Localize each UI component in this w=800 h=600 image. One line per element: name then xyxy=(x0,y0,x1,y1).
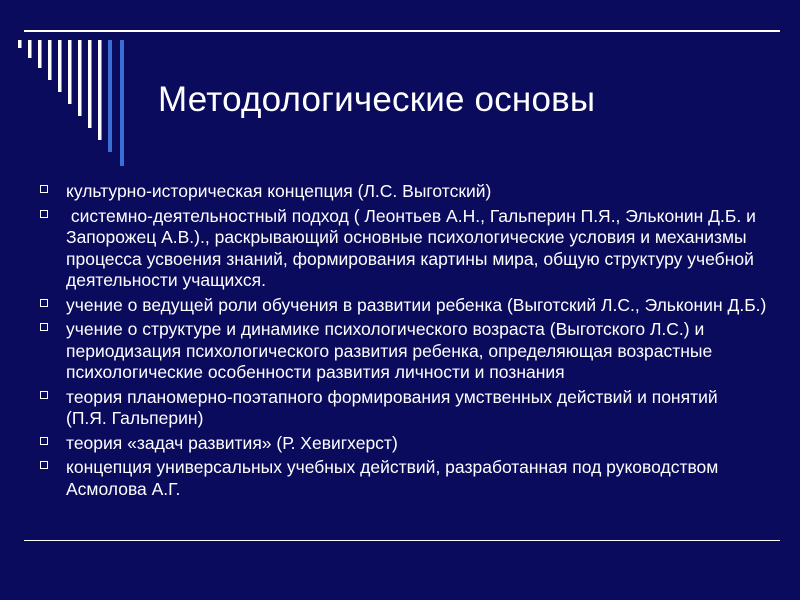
stripe xyxy=(88,40,92,128)
square-bullet-icon xyxy=(40,391,48,399)
square-bullet-icon xyxy=(40,299,48,307)
stripe xyxy=(38,40,42,68)
list-item-text: теория планомерно-поэтапного формирования умственных действий и понятий (П.Я. Гальперин) xyxy=(66,386,752,428)
stripe-group xyxy=(18,40,124,166)
list-item-text: системно-деятельностный подход ( Леонтьев А.Н., Гальперин П.Я., Эльконин Д.Б. и Запорожец А.В.)., раскрывающий основные психологические условия и механизмы процесса усвоения знаний, формирования картины мира, общую структуру учебной деятельности учащихся. xyxy=(66,205,761,290)
list-item-text: учение о структуре и динамике психологического возраста (Выготского Л.С.) и периодизация психологического развития ребенка, определяющая возрастные психологические особенности развития личности и познания xyxy=(66,319,713,382)
square-bullet-icon xyxy=(40,210,48,218)
list-item xyxy=(40,319,785,384)
list-item xyxy=(40,387,785,430)
square-bullet-icon xyxy=(40,437,48,445)
slide-title: Методологические основы xyxy=(158,80,596,119)
square-bullet-icon xyxy=(40,185,48,193)
square-bullet-icon xyxy=(40,461,48,469)
list-item-text: концепция универсальных учебных действий, разработанная под руководством Асмолова А.Г. xyxy=(66,457,719,499)
list-item xyxy=(40,457,785,500)
list-item-text: культурно-историческая концепция (Л.С. Выготский) xyxy=(66,181,492,201)
stripe xyxy=(108,40,112,152)
list-item xyxy=(40,433,785,455)
list-item xyxy=(40,295,785,317)
stripe xyxy=(98,40,102,140)
list-item-text: учение о ведущей роли обучения в развитии ребенка (Выготский Л.С., Эльконин Д.Б.) xyxy=(66,294,767,315)
stripe xyxy=(48,40,52,80)
stripe xyxy=(58,40,62,92)
square-bullet-icon xyxy=(40,323,48,331)
stripe xyxy=(78,40,82,116)
list-item xyxy=(40,181,785,203)
stripe xyxy=(28,40,32,58)
list-item xyxy=(40,206,785,292)
list-item-text: теория «задач развития» (Р. Хевигхерст) xyxy=(66,432,398,453)
bullet-list xyxy=(40,181,785,503)
stripe xyxy=(18,40,22,48)
stripe xyxy=(120,40,124,166)
bottom-divider-line xyxy=(24,540,780,541)
stripe xyxy=(68,40,72,104)
